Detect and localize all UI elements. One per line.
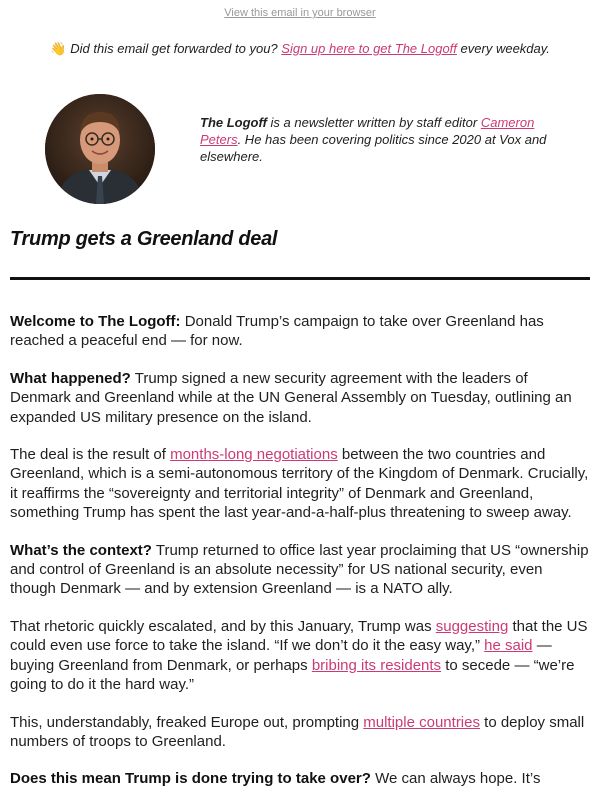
paragraph-done	[10, 769, 590, 788]
divider	[10, 277, 590, 280]
text-deal-a: The deal is the result of	[10, 446, 171, 464]
text-rhetoric-d: to secede — “we’re going to do it the hard way.”	[10, 656, 575, 694]
view-in-browser-link[interactable]: View this email in your browser	[224, 7, 376, 19]
forward-text: Did this email get forwarded to you?	[70, 41, 278, 56]
signup-link[interactable]: Sign up here to get The Logoff	[281, 41, 457, 56]
text-rhetoric-b: that the US could even use force to take the island. “If we don’t do it the easy way,”	[10, 617, 588, 655]
text-what-happened: Trump signed a new security agreement with the leaders of Denmark and Greenland while at the UN General Assembly on Tuesday, outlining an expanded US military presence on the island.	[10, 369, 572, 426]
text-deal-b: between the two countries and Greenland, which is a semi-autonomous territory of the Kingdom of Denmark. Crucially, it reaffirms the “sovereignty and territorial integrity” of Denmark and Greenland, something Trump has spent the last year-and-a-half-plus threatening to sweep away.	[10, 446, 589, 522]
text-rhetoric-a: That rhetoric quickly escalated, and by this January, Trump was	[10, 617, 436, 635]
waving-hand-icon: 👋	[50, 41, 67, 56]
he-said-link[interactable]: he said	[484, 637, 533, 655]
paragraph-what-happened	[10, 369, 590, 427]
paragraph-context	[10, 541, 590, 599]
article-headline: Trump gets a Greenland deal	[10, 228, 278, 250]
bio-text-end: . He has been covering politics since 2020 at Vox and elsewhere.	[200, 132, 547, 164]
text-rhetoric-c: — buying Greenland from Denmark, or perhaps	[10, 637, 552, 674]
author-link[interactable]: Cameron Peters	[200, 115, 535, 147]
author-avatar	[45, 94, 155, 204]
text-europe-a: This, understandably, freaked Europe out, prompting	[10, 713, 364, 731]
paragraph-welcome	[10, 312, 590, 351]
text-welcome: Donald Trump’s campaign to take over Greenland has reached a peaceful end — for now.	[10, 313, 544, 350]
paragraph-rhetoric	[10, 617, 590, 695]
lead-done: Does this mean Trump is done trying to take over?	[10, 770, 371, 788]
paragraph-deal	[10, 445, 590, 523]
text-europe-b: to deploy small numbers of troops to Greenland.	[10, 713, 585, 750]
lead-what-happened: What happened?	[10, 369, 131, 387]
lead-context: What’s the context?	[10, 541, 152, 559]
lead-welcome: Welcome to The Logoff:	[10, 313, 181, 330]
forward-suffix: every weekday.	[460, 41, 550, 56]
text-done: We can always hope. It’s	[370, 770, 541, 788]
suggesting-link[interactable]: suggesting	[435, 617, 509, 635]
forward-notice	[0, 41, 600, 57]
paragraph-europe	[10, 713, 590, 752]
bribing-link[interactable]: bribing its residents	[311, 656, 442, 674]
text-context: Trump returned to office last year proclaiming that US “ownership and control of Greenland is an absolute necessity” for US national security, even though Denmark — and by extension Greenland — is a NATO ally.	[10, 541, 589, 598]
author-photo	[45, 94, 155, 204]
newsletter-name: The Logoff	[200, 115, 267, 130]
author-bio	[200, 114, 575, 165]
article-body	[10, 312, 590, 807]
negotiations-link[interactable]: months-long negotiations	[170, 446, 338, 464]
multiple-countries-link[interactable]: multiple countries	[363, 713, 480, 731]
bio-text: is a newsletter written by staff editor	[270, 115, 478, 130]
